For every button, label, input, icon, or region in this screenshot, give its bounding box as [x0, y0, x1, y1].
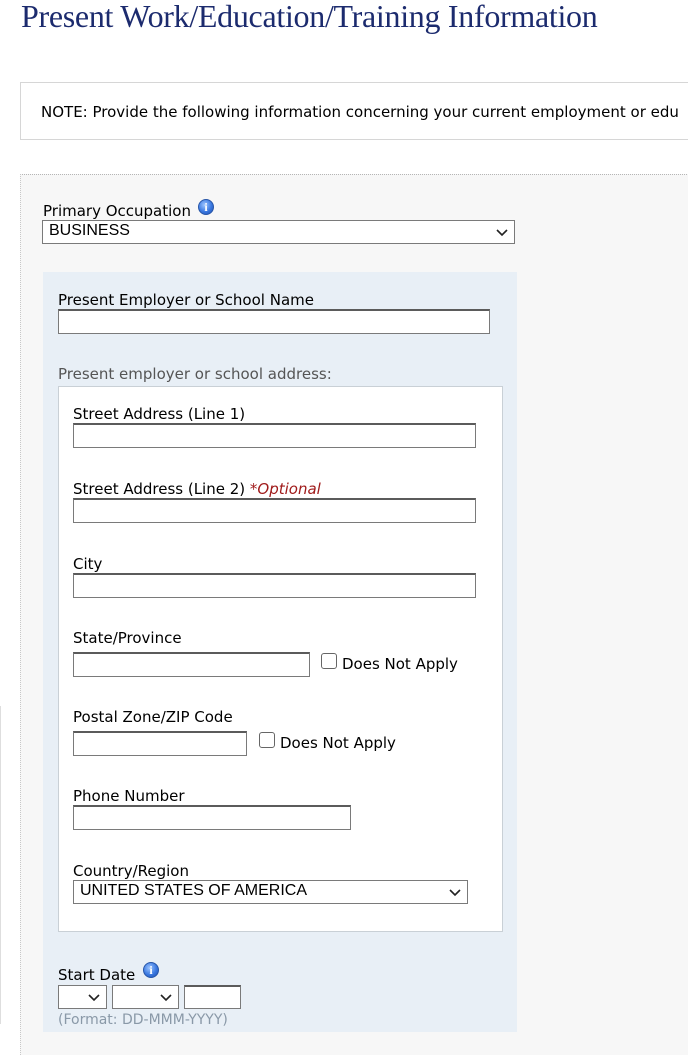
city-label: City	[73, 555, 103, 573]
state-does-not-apply-label: Does Not Apply	[342, 655, 458, 673]
chevron-down-icon	[496, 226, 508, 238]
employer-name-input[interactable]	[58, 309, 490, 334]
street1-input[interactable]	[73, 423, 476, 448]
chevron-down-icon	[160, 991, 172, 1003]
info-icon[interactable]: i	[198, 199, 214, 215]
left-divider	[0, 706, 1, 1024]
country-label: Country/Region	[73, 862, 189, 880]
postal-label: Postal Zone/ZIP Code	[73, 708, 233, 726]
start-date-label: Start Date	[58, 966, 136, 984]
street2-label	[73, 480, 321, 498]
postal-input[interactable]	[73, 731, 247, 756]
state-does-not-apply-checkbox[interactable]	[321, 653, 337, 669]
country-select[interactable]	[73, 880, 468, 904]
state-input[interactable]	[73, 652, 310, 677]
note-text: NOTE: Provide the following information concerning your current employment or edu	[41, 103, 679, 121]
primary-occupation-select[interactable]	[42, 220, 515, 244]
postal-does-not-apply-checkbox[interactable]	[259, 732, 275, 748]
postal-does-not-apply-label: Does Not Apply	[280, 734, 396, 752]
street2-input[interactable]	[73, 498, 476, 523]
employer-name-label: Present Employer or School Name	[58, 291, 314, 309]
info-icon[interactable]: i	[143, 962, 159, 978]
start-day-select[interactable]	[58, 985, 107, 1009]
city-input[interactable]	[73, 573, 476, 598]
primary-occupation-value: BUSINESS	[49, 222, 130, 239]
start-month-select[interactable]	[112, 985, 179, 1009]
chevron-down-icon	[449, 886, 461, 898]
date-format-hint: (Format: DD-MMM-YYYY)	[58, 1012, 228, 1028]
chevron-down-icon	[88, 991, 100, 1003]
phone-label: Phone Number	[73, 787, 185, 805]
note-box	[20, 82, 688, 140]
page-title: Present Work/Education/Training Information	[21, 0, 598, 34]
country-value: UNITED STATES OF AMERICA	[80, 882, 307, 899]
start-year-input[interactable]	[184, 985, 241, 1009]
primary-occupation-label: Primary Occupation	[43, 202, 191, 220]
address-section-label: Present employer or school address:	[58, 365, 332, 383]
street2-label-text: Street Address (Line 2)	[73, 480, 246, 498]
phone-input[interactable]	[73, 805, 351, 830]
state-label: State/Province	[73, 629, 182, 647]
street1-label: Street Address (Line 1)	[73, 405, 246, 423]
optional-tag: *Optional	[249, 480, 321, 498]
